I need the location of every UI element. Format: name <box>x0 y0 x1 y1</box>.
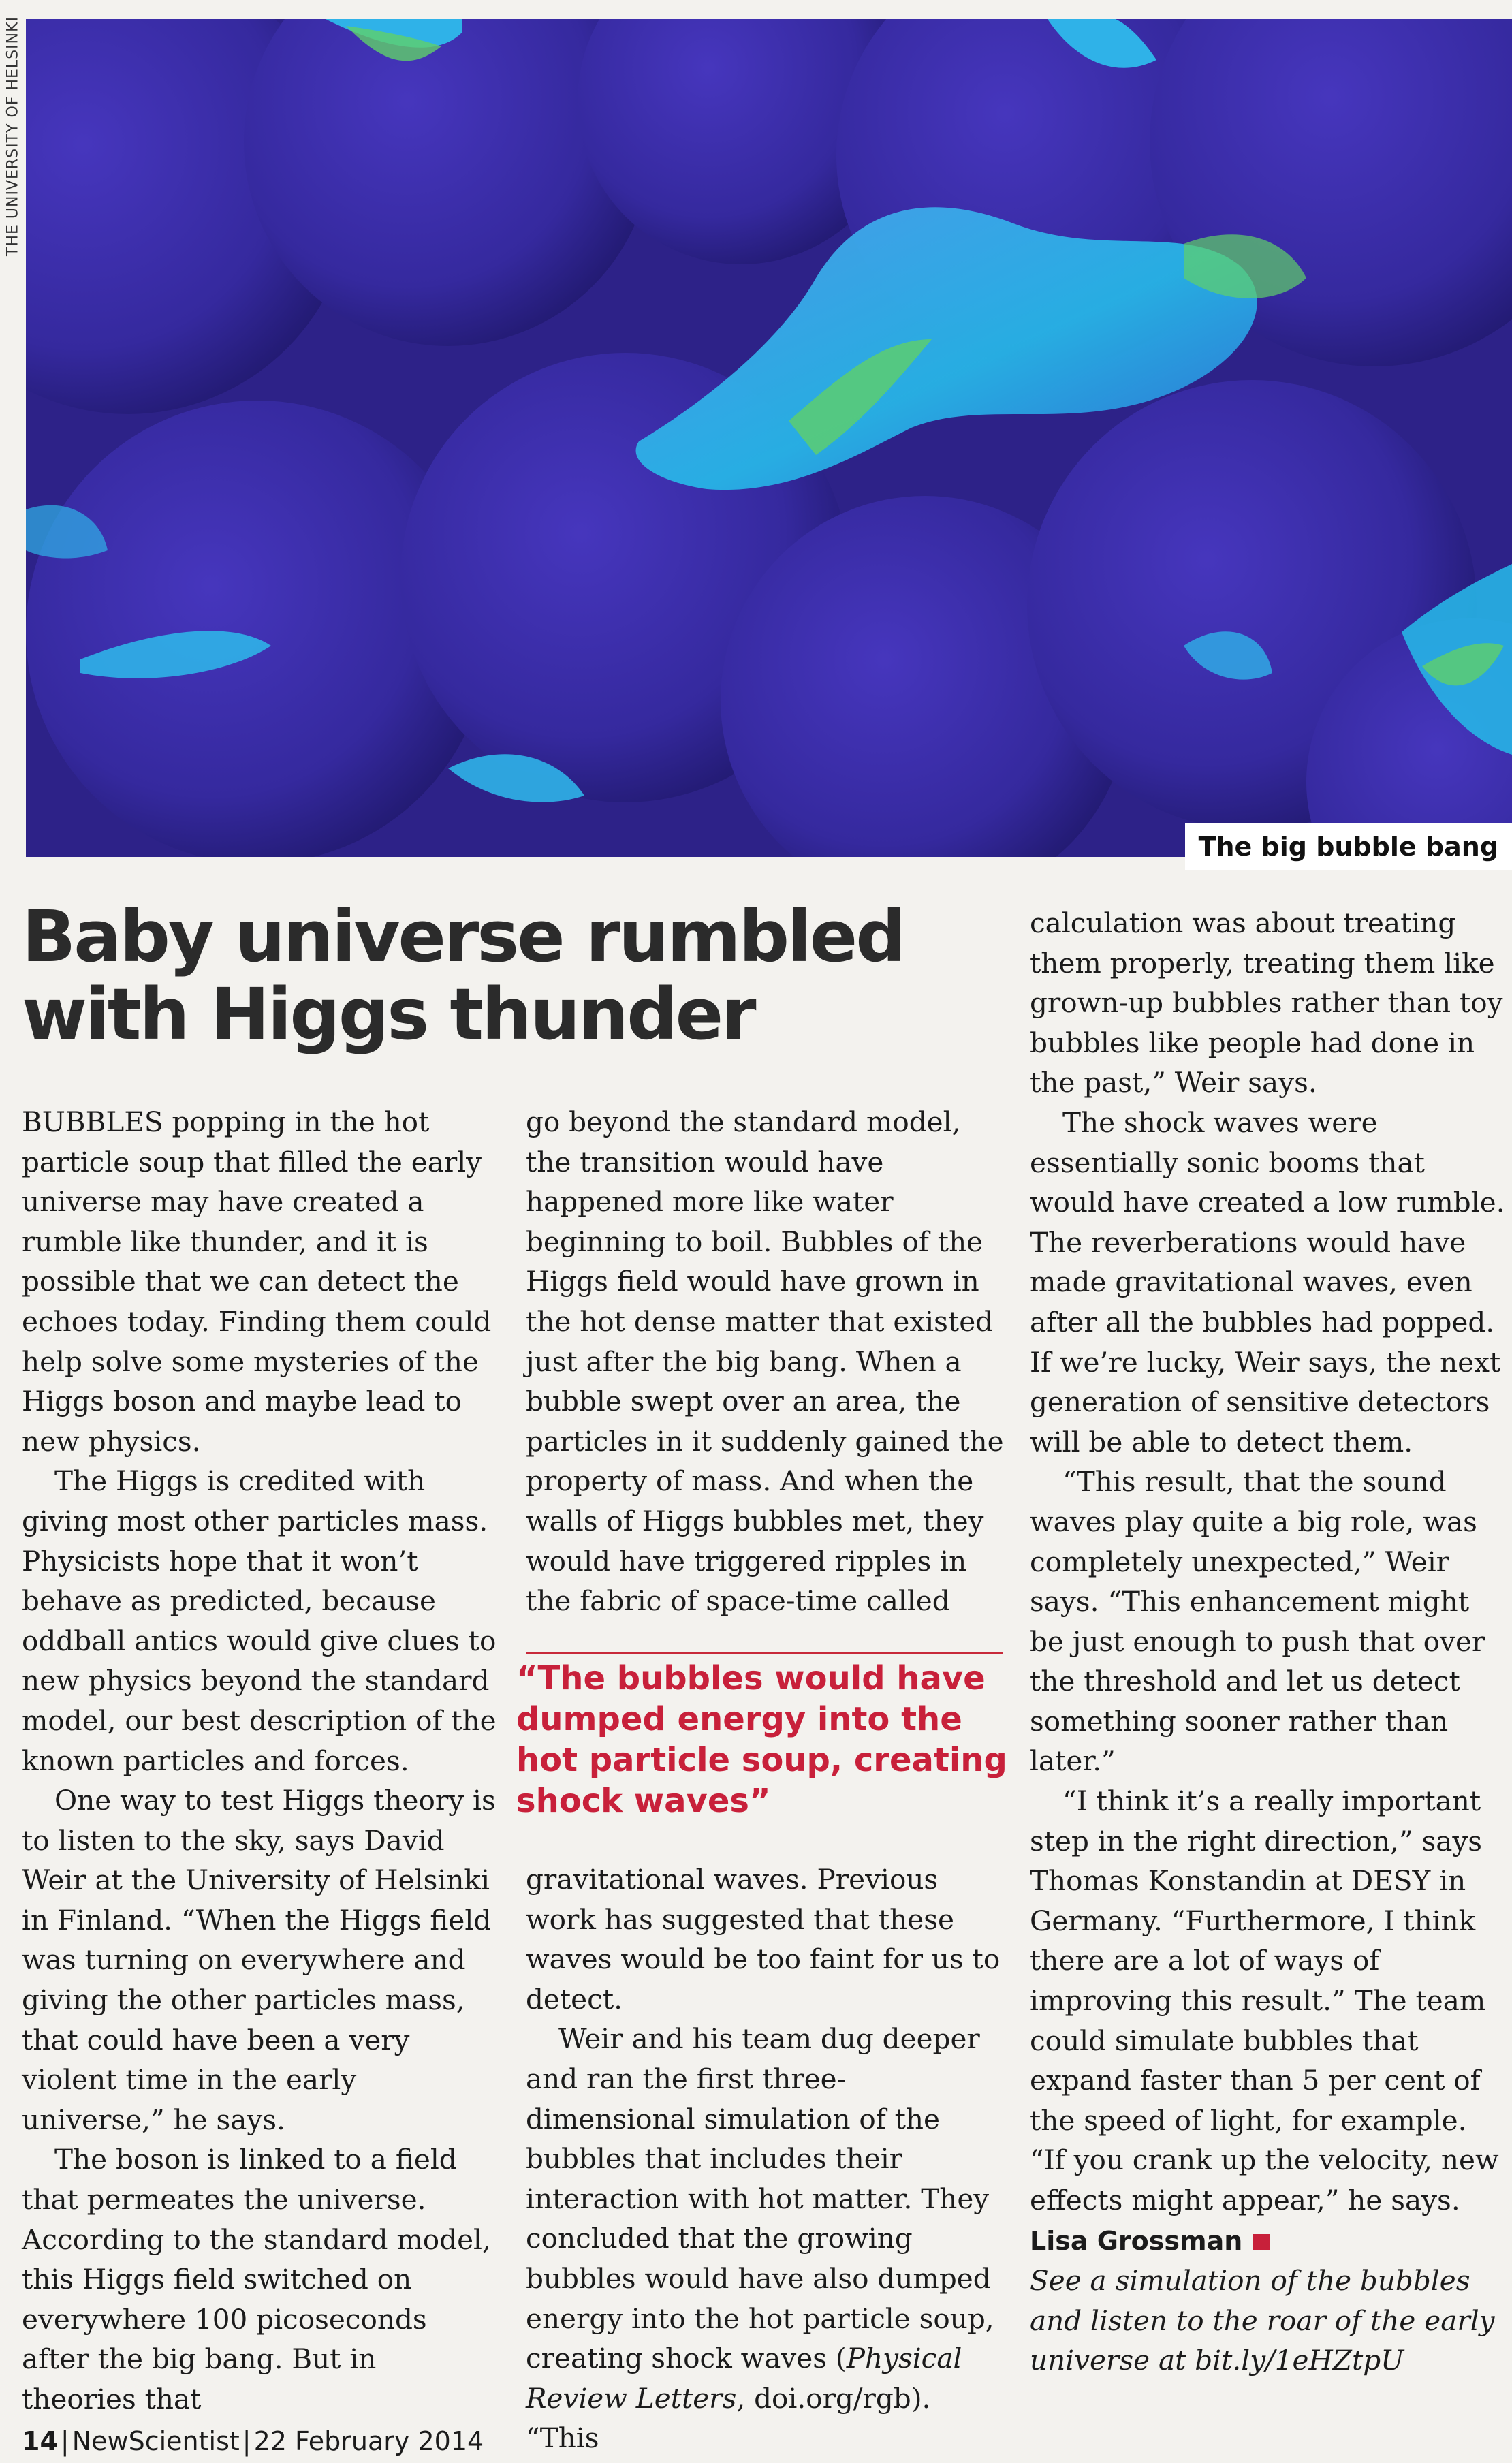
article-column-1 <box>22 1102 499 2419</box>
page-footer <box>22 2426 484 2456</box>
article-column-3 <box>1030 903 1507 2381</box>
body-paragraph: “This result, that the sound waves play quite a big role, was completely unexpected,” Weir says. “This enhancement might be just enough to push that over the threshold and let us detect something sooner rather than later.” <box>1030 1465 1485 1778</box>
body-paragraph <box>526 2019 1004 2458</box>
page-number: 14 <box>22 2426 58 2456</box>
body-paragraph: calculation was about treating them properly, treating them like grown-up bubbles rather than toy bubbles like people had done in the past,” Weir says. <box>1030 907 1503 1099</box>
body-paragraph: One way to test Higgs theory is to listen to the sky, says David Weir at the University of Helsinki in Finland. “When the Higgs field was turning on everywhere and giving the other particles mass, that could have been a very violent time in the early universe,” he says. <box>22 1784 496 2136</box>
article-column-2-bottom <box>526 1860 1004 2458</box>
bubble-simulation-image <box>26 19 1512 857</box>
body-paragraph: “I think it’s a really important step in the right direction,” says Thomas Konstandin at DESY in Germany. “Furthermore, I think there are a lot of ways of improving this result.” The team could simulate bubbles that expand faster than 5 per cent of the speed of light, for example. “If you crank up the velocity, new effects might appear,” he says. <box>1030 1785 1499 2216</box>
journal-name: Physical Review Letters <box>526 2342 962 2415</box>
pull-quote-rule <box>526 1652 1003 1654</box>
body-paragraph: The Higgs is credited with giving most other particles mass. Physicists hope that it won’t behave as predicted, because oddball antics would give clues to new physics beyond the standard model, our best description of the known particles and forces. <box>22 1464 497 1777</box>
photo-credit: THE UNIVERSITY OF HELSINKI <box>4 16 22 256</box>
body-paragraph: gravitational waves. Previous work has suggested that these waves would be too faint for us to detect. <box>526 1863 1001 2015</box>
footer-separator: | <box>60 2426 69 2456</box>
pull-quote: “The bubbles would have dumped energy into the hot particle soup, creating shock waves” <box>516 1659 1007 1820</box>
issue-date: 22 February 2014 <box>253 2426 484 2456</box>
body-paragraph: BUBBLES popping in the hot particle soup that filled the early universe may have created a rumble like thunder, and it is possible that we can detect the echoes today. Finding them could help solve some mysteries of the Higgs boson and maybe lead to new physics. <box>22 1105 492 1458</box>
body-paragraph: The boson is linked to a field that permeates the universe. According to the standard model, this Higgs field switched on everywhere 100 picoseconds after the big bang. But in theories that <box>22 2143 491 2415</box>
bubble-simulation-graphic <box>26 19 1512 857</box>
author-signoff <box>1030 2221 1507 2261</box>
body-text: , doi.org/rgb). “This <box>526 2381 931 2455</box>
web-footnote <box>1030 2261 1507 2381</box>
web-footnote-text: See a simulation of the bubbles and listen to the roar of the early universe at bit.ly/1eHZtpU <box>1030 2264 1495 2377</box>
article-headline: Baby universe rumbled with Higgs thunder <box>22 895 904 1056</box>
body-paragraph: The shock waves were essentially sonic booms that would have created a low rumble. The reverberations would have made gravitational waves, even after all the bubbles had popped. If we’re lucky, Weir says, the next generation of sensitive detectors will be able to detect them. <box>1030 1105 1505 1458</box>
footer-separator: | <box>242 2426 251 2456</box>
body-paragraph: go beyond the standard model, the transition would have happened more like water beginning to boil. Bubbles of the Higgs field would have grown in the hot dense matter that existed just after the big bang. When a bubble swept over an area, the particles in it suddenly gained the property of mass. And when the walls of Higgs bubbles met, they would have triggered ripples in the fabric of space-time called <box>526 1105 1004 1618</box>
publication-name: NewScientist <box>72 2426 240 2456</box>
end-mark-icon <box>1253 2234 1270 2250</box>
body-text: Weir and his team dug deeper and ran the first three-dimensional simulation of the bubbles that includes their interaction with hot matter. They concluded that the growing bubbles would have also dumped energy into the hot particle soup, creating shock waves ( <box>526 2022 994 2375</box>
author-name: Lisa Grossman <box>1030 2225 1243 2256</box>
article-column-2-top <box>526 1102 1004 1621</box>
photo-caption: The big bubble bang <box>1185 823 1512 870</box>
